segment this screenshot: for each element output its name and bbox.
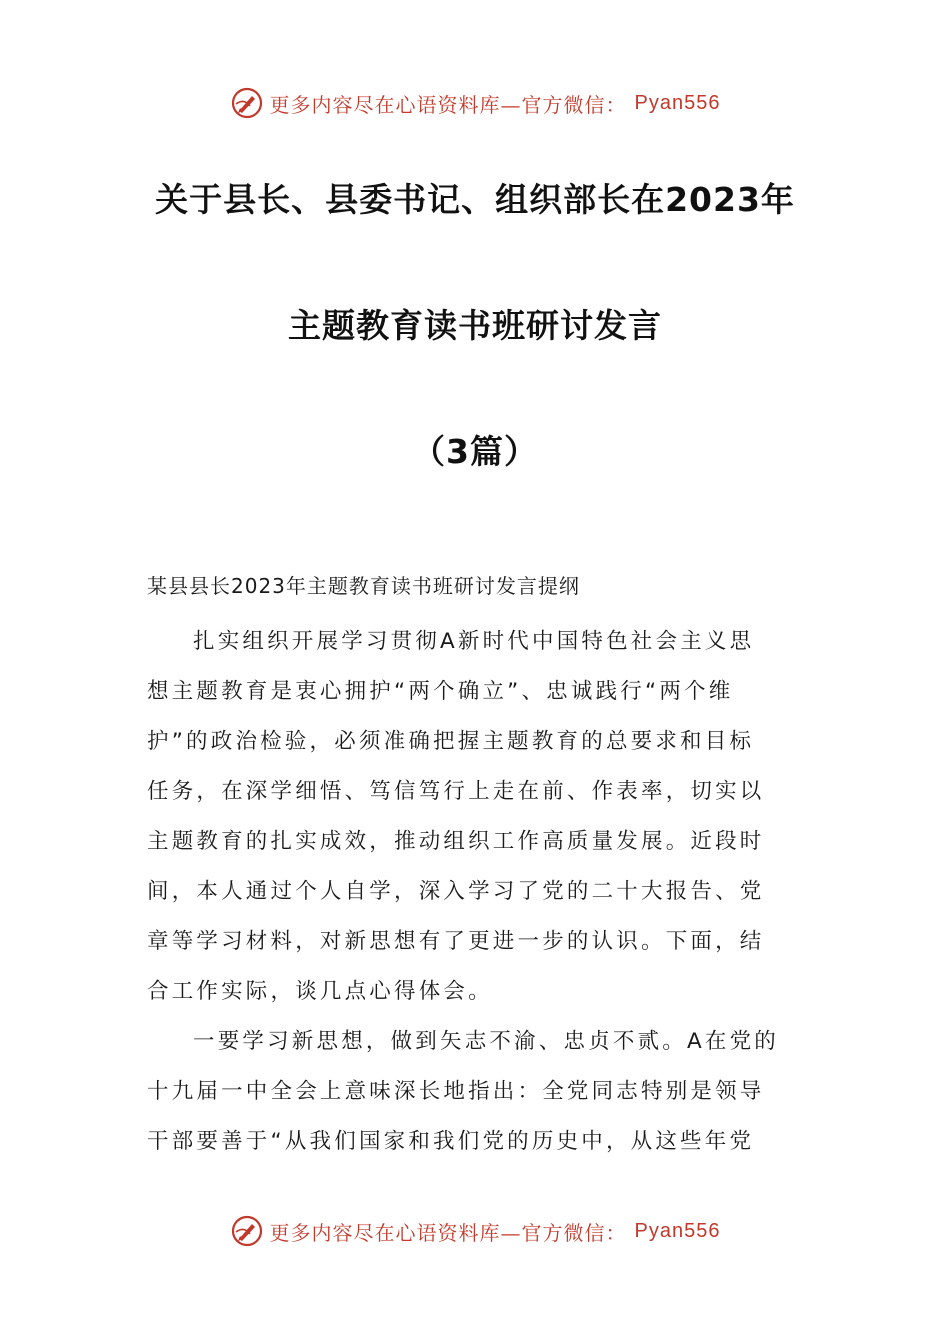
body-line: 十九届一中全会上意味深长地指出：全党同志特别是领导 — [147, 1079, 765, 1104]
watermark-bottom — [0, 1214, 950, 1248]
pen-logo-icon — [230, 86, 264, 120]
body-line: 间，本人通过个人自学，深入学习了党的二十大报告、党 — [147, 879, 765, 904]
watermark-id: Pyan556 — [634, 1219, 721, 1242]
watermark-id: Pyan556 — [634, 91, 721, 114]
body-line: 一要学习新思想，做到矢志不渝、忠贞不贰。A在党的 — [193, 1029, 780, 1054]
document-title-line-3: （3篇） — [412, 432, 538, 471]
body-line: 干部要善于“从我们国家和我们党的历史中，从这些年党 — [147, 1129, 755, 1154]
watermark-text: 更多内容尽在心语资料库—官方微信： — [269, 1220, 627, 1245]
body-line: 章等学习材料，对新思想有了更进一步的认识。下面，结 — [147, 929, 765, 954]
body-line: 护”的政治检验，必须准确把握主题教育的总要求和目标 — [147, 729, 755, 754]
body-line: 任务，在深学细悟、笃信笃行上走在前、作表率，切实以 — [147, 779, 765, 804]
section-heading: 某县县长2023年主题教育读书班研讨发言提纲 — [147, 574, 580, 598]
pen-logo-icon — [230, 1214, 264, 1248]
document-title-line-2: 主题教育读书班研讨发言 — [288, 306, 662, 345]
document-title-line-1: 关于县长、县委书记、组织部长在2023年 — [155, 180, 795, 219]
watermark-text: 更多内容尽在心语资料库—官方微信： — [269, 92, 627, 117]
body-line: 扎实组织开展学习贯彻A新时代中国特色社会主义思 — [193, 629, 755, 654]
body-line: 主题教育的扎实成效，推动组织工作高质量发展。近段时 — [147, 829, 765, 854]
body-line: 合工作实际，谈几点心得体会。 — [147, 979, 493, 1004]
body-line: 想主题教育是衷心拥护“两个确立”、忠诚践行“两个维 — [147, 679, 734, 704]
watermark-top — [0, 86, 950, 120]
